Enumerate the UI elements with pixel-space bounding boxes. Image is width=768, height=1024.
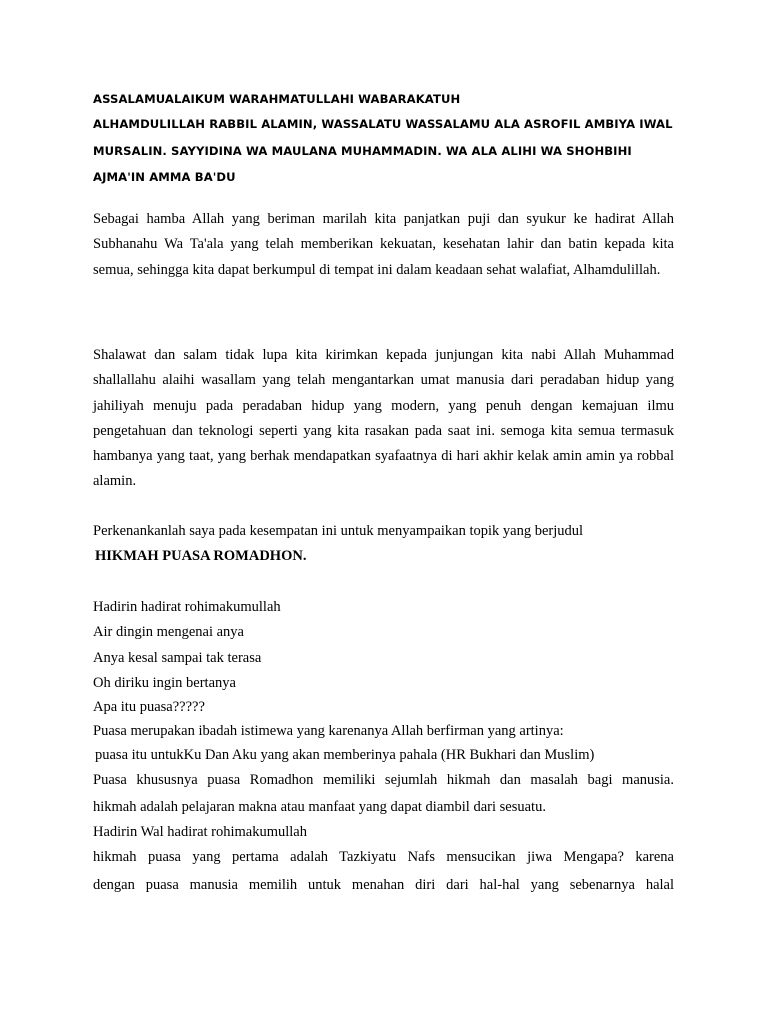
text-line: hikmah puasa yang pertama adalah Tazkiyatu Nafs mensucikan jiwa Mengapa? karena [93,849,674,865]
greeting-line-3: MURSALIN. SAYYIDINA WA MAULANA MUHAMMADIN. WA ALA ALIHI WA SHOHBIHI [93,144,632,158]
text-line: puasa itu untukKu Dan Aku yang akan memberinya pahala (HR Bukhari dan Muslim) [95,747,595,763]
text-line: Puasa merupakan ibadah istimewa yang karenanya Allah berfirman yang artinya: [93,723,564,739]
text-line: Anya kesal sampai tak terasa [93,650,262,666]
greeting-line-2: ALHAMDULILLAH RABBIL ALAMIN, WASSALATU WASSALAMU ALA ASROFIL AMBIYA IWAL [93,117,673,131]
greeting-line-4: AJMA'IN AMMA BA'DU [93,170,236,184]
shalawat-paragraph: Shalawat dan salam tidak lupa kita kirimkan kepada junjungan kita nabi Allah Muhammad shallallahu alaihi wasallam yang telah mengantarkan umat manusia dari peradaban hidup yang jahiliyah menuju pada peradaban hidup yang modern, yang penuh dengan kemajuan ilmu pengetahuan dan teknologi seperti yang kita rasakan pada saat ini. semoga kita semua termasuk hambanya yang taat, yang berhak mendapatkan syafaatnya di hari akhir kelak amin amin ya robbal alamin. [93,347,674,490]
text-line: Puasa khususnya puasa Romadhon memiliki sejumlah hikmah dan masalah bagi manusia. [93,772,674,788]
text-line: hikmah adalah pelajaran makna atau manfaat yang dapat diambil dari sesuatu. [93,799,546,815]
text-line: Air dingin mengenai anya [93,624,244,640]
text-line: dengan puasa manusia memilih untuk menahan diri dari hal-hal yang sebenarnya halal [93,877,674,893]
text-line: Oh diriku ingin bertanya [93,675,236,691]
opening-paragraph: Sebagai hamba Allah yang beriman marilah kita panjatkan puji dan syukur ke hadirat Allah Subhanahu Wa Ta'ala yang telah memberikan kekuatan, kesehatan lahir dan batin kepada kita semua, sehingga kita dapat berkumpul di tempat ini dalam keadaan sehat walafiat, Alhamdulillah. [93,211,674,278]
greeting-line-1: ASSALAMUALAIKUM WARAHMATULLAHI WABARAKATUH [93,92,461,106]
text-line: Hadirin hadirat rohimakumullah [93,599,281,615]
topic-intro: Perkenankanlah saya pada kesempatan ini untuk menyampaikan topik yang berjudul [93,523,584,539]
text-line: Apa itu puasa????? [93,699,205,715]
topic-title: HIKMAH PUASA ROMADHON. [95,548,307,564]
text-line: Hadirin Wal hadirat rohimakumullah [93,824,307,840]
